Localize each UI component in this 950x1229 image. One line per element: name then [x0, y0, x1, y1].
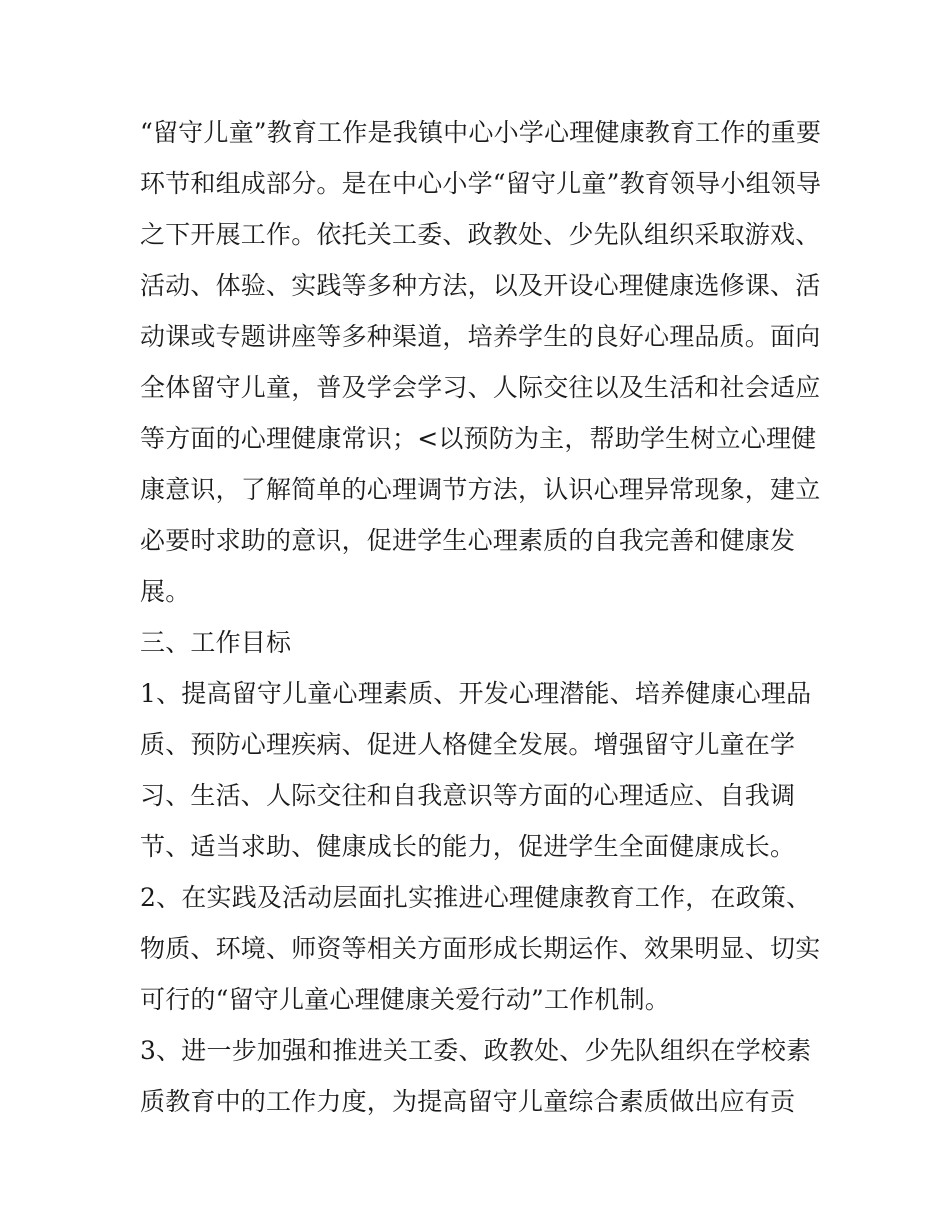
text-line-18: 可行的“留守儿童心理健康关爱行动”工作机制。	[140, 985, 670, 1014]
text-line-13: 质、预防心理疾病、促进人格健全发展。增强留守儿童在学	[140, 730, 796, 759]
text-line-2: 环节和组成部分。是在中心小学“留守儿童”教育领导小组领导	[140, 169, 822, 198]
text-line-7: 等方面的心理健康常识；<以预防为主，帮助学生树立心理健	[140, 424, 817, 453]
text-line-10: 展。	[140, 577, 191, 606]
text-line-5: 动课或专题讲座等多种渠道，培养学生的良好心理品质。面向	[140, 322, 821, 351]
text-line-16: 2、在实践及活动层面扎实推进心理健康教育工作，在政策、	[140, 883, 812, 912]
text-line-4: 活动、体验、实践等多种方法，以及开设心理健康选修课、活	[140, 271, 821, 300]
text-line-9: 必要时求助的意识，促进学生心理素质的自我完善和健康发	[140, 526, 796, 555]
text-line-8: 康意识，了解简单的心理调节方法，认识心理异常现象，建立	[140, 475, 821, 504]
text-line-14: 习、生活、人际交往和自我意识等方面的心理适应、自我调	[140, 781, 796, 810]
section-heading: 三、工作目标	[140, 628, 292, 657]
text-line-15: 节、适当求助、健康成长的能力，促进学生全面健康成长。	[140, 832, 796, 861]
text-line-12: 1、提高留守儿童心理素质、开发心理潜能、培养健康心理品	[140, 679, 812, 708]
text-line-19: 3、进一步加强和推进关工委、政教处、少先队组织在学校素	[140, 1036, 812, 1065]
text-line-6: 全体留守儿童，普及学会学习、人际交往以及生活和社会适应	[140, 373, 821, 402]
text-line-20: 质教育中的工作力度，为提高留守儿童综合素质做出应有贡	[140, 1087, 796, 1116]
text-line-17: 物质、环境、师资等相关方面形成长期运作、效果明显、切实	[140, 934, 821, 963]
document-body	[140, 107, 820, 1127]
text-line-3: 之下开展工作。依托关工委、政教处、少先队组织采取游戏、	[140, 220, 821, 249]
text-line-1: “留守儿童”教育工作是我镇中心小学心理健康教育工作的重要	[140, 118, 822, 147]
